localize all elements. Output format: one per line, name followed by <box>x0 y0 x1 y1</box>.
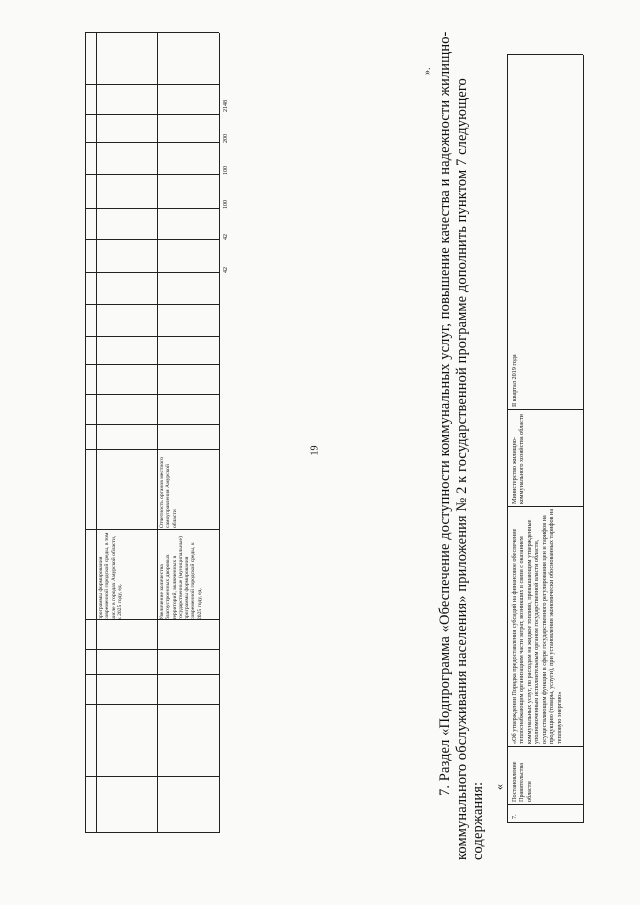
deadline: II квартал 2019 года <box>511 354 518 407</box>
closing-quote: ». <box>422 67 433 75</box>
value-cell: 100 <box>223 166 229 175</box>
row-number: 7. <box>511 814 518 819</box>
indicator-text: Увеличение количества благоустроенных дворовых территорий, включенных в государственные (муниципальные) программы формирования современной городской среды, к 2025 году, ед. <box>159 536 203 620</box>
page-number: 19 <box>309 445 321 456</box>
document-content: «Об утверждении Порядка предоставления субсидий на финансовое обеспечение теплоснабжающим организациям части затрат, возникших в связи с оказанием коммунальных услуг, по расходам на жидкое топливо, превышающим утвержденные уполномоченным исполнительным органом государственной власти области, осуществляющим функции в сфере государственного регулирования цен и тарифов на продукцию (товары, услуги), при установлении экономически обоснованных тарифов на тепловую энергию» <box>511 508 563 744</box>
value-cell: 200 <box>223 134 229 143</box>
source-text: Отчетность органов местного самоуправления Амурской области <box>159 456 178 528</box>
document-type: Постановление Правительства области <box>511 761 533 802</box>
responsible-body: Министерство жилищно-коммунального хозяйства области <box>511 414 526 504</box>
value-cell: 42 <box>223 267 229 273</box>
section-paragraph: 7. Раздел «Подпрограмма «Обеспечение доступности коммунальных услуг, повышение качества и надежности жилищно-коммунального обслуживания населения» приложения № 2 к государственной программе дополнить пунктом 7 следующего содержания: <box>437 31 487 860</box>
open-quote: « <box>492 784 506 790</box>
value-cell: 100 <box>223 200 229 209</box>
goal-text: программы формирования современной городской среды, в том числе в городах Амурской области, к 2025 году, ед. <box>98 532 123 620</box>
value-cell: 2148 <box>223 100 229 112</box>
value-cell: 42 <box>223 234 229 240</box>
